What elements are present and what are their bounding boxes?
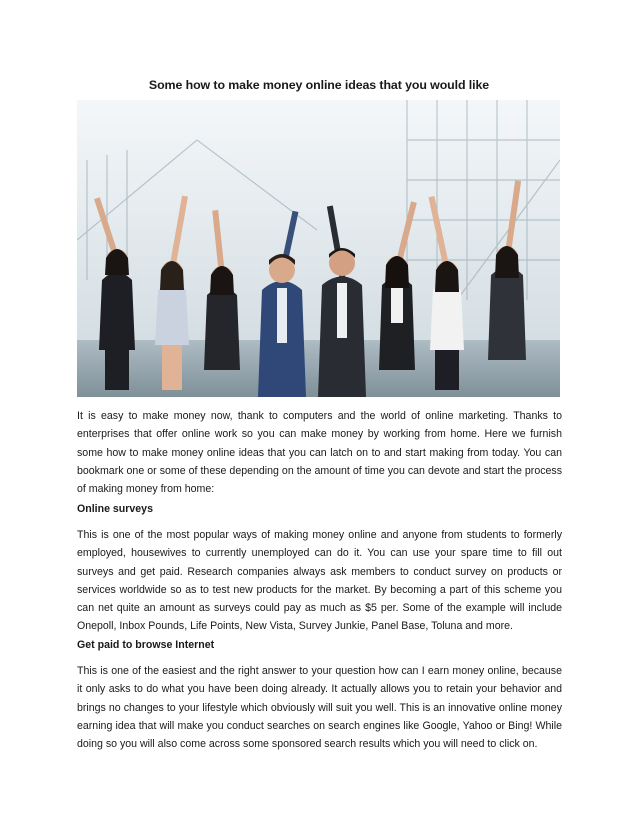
intro-paragraph: [77, 407, 562, 498]
section-text: This is one of the most popular ways of making money online and anyone from students to formerly employed, housewives to currently unemployed can do it. You can use your spare time to fill out surveys and get paid. Research companies always ask members to conduct survey on products or services worldwide so as to test new products for the market. By becoming a part of this scheme you can net quite an amount as surveys could pay as much as $5 per. Some of the example will include Onepoll, Inbox Pounds, Life Points, New Vista, Survey Junkie, Panel Base, Toluna and more.: [77, 529, 562, 633]
section-heading-browse-internet: Get paid to browse Internet: [77, 639, 215, 651]
intro-text: It is easy to make money now, thank to computers and the world of online marketing. Thanks to enterprises that offer online work so you can make money by working from home. Here we furnish some how to make money online ideas that you can latch on to and start making from today. You can bookmark one or some of these depending on the amount of time you can devote and start the process of making money from home:: [77, 410, 562, 496]
page-title: Some how to make money online ideas that you would like: [148, 78, 490, 92]
section-text: This is one of the easiest and the right answer to your question how can I earn money online, because it only asks to do what you have been doing already. It actually allows you to retain your behavior and brings no changes to your lifestyle which obviously will suit you well. This is an innovative online money earning idea that will make you conduct searches on search engines like Google, Yahoo or Bing! While doing so you will also come across some sponsored search results which you will need to click on.: [77, 665, 562, 751]
section-heading-online-surveys: Online surveys: [77, 503, 153, 515]
section-body-browse-internet: [77, 662, 562, 753]
hero-photo: [77, 100, 560, 397]
section-body-online-surveys: [77, 526, 562, 636]
